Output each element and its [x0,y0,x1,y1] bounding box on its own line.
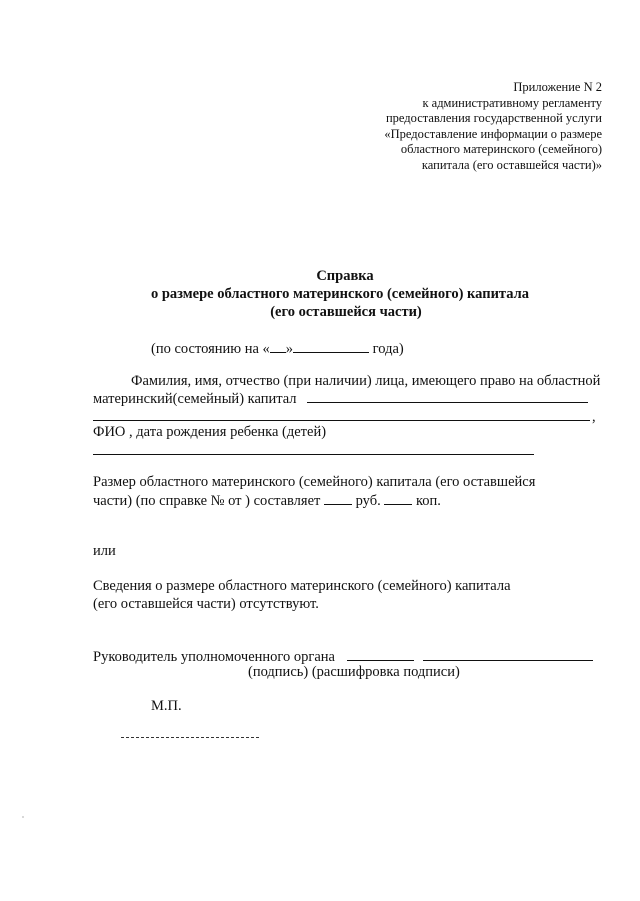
absence-line-1: Сведения о размере областного материнского (семейного) капитала [93,578,511,594]
amount-line-2 [93,491,441,510]
annex-line-1: Приложение N 2 [513,80,602,94]
person-name-field[interactable] [307,402,588,403]
as-of-suffix: года) [369,341,404,357]
rub-label: руб. [355,493,381,509]
annex-line-2: к административному регламенту [422,95,602,110]
annex-line-3: предоставления государственной услуги [385,111,602,125]
footnote-separator [121,737,259,738]
signature-decoding-field[interactable] [423,660,593,661]
kop-blank[interactable] [384,491,412,505]
annex-header [384,80,602,173]
signature-caption: (подпись) (расшифровка подписи) [248,664,460,680]
signature-field[interactable] [347,660,414,661]
title-line-2: о размере областного материнского (семейного) капитала [150,286,529,302]
title-line-1: Справка [316,268,374,284]
amount-line-1: Размер областного материнского (семейного) капитала (его оставшейся [93,474,536,490]
signature-label: Руководитель уполномоченного органа [93,649,335,665]
child-info-field[interactable] [93,454,534,455]
person-label-line-2: материнский(семейный) капитал [93,391,297,407]
stamp-label: М.П. [151,698,182,714]
person-comma: , [592,409,596,425]
annex-line-5: областного материнского (семейного) [400,142,602,156]
kop-label: коп. [415,493,441,509]
as-of-middle: » [285,341,294,357]
rub-blank[interactable] [324,491,352,505]
absence-line-2: (его оставшейся части) отсутствуют. [93,596,319,612]
person-label-line-1: Фамилия, имя, отчество (при наличии) лица, имеющего право на областной [131,373,601,389]
day-blank[interactable] [270,339,286,353]
as-of-date-line [151,339,404,358]
amount-line-2-text: части) (по справке № от ) составляет [93,493,321,509]
document-title [0,267,640,321]
title-line-3: (его оставшейся части) [270,304,422,320]
scan-speck [22,816,24,818]
as-of-prefix: (по состоянию на « [151,341,270,357]
person-name-field-continued[interactable] [93,420,590,421]
annex-line-4: «Предоставление информации о размере [384,126,602,141]
child-label: ФИО , дата рождения ребенка (детей) [93,424,327,440]
month-year-blank[interactable] [293,339,369,353]
annex-line-6: капитала (его оставшейся части)» [421,157,602,172]
or-text: или [93,543,116,559]
